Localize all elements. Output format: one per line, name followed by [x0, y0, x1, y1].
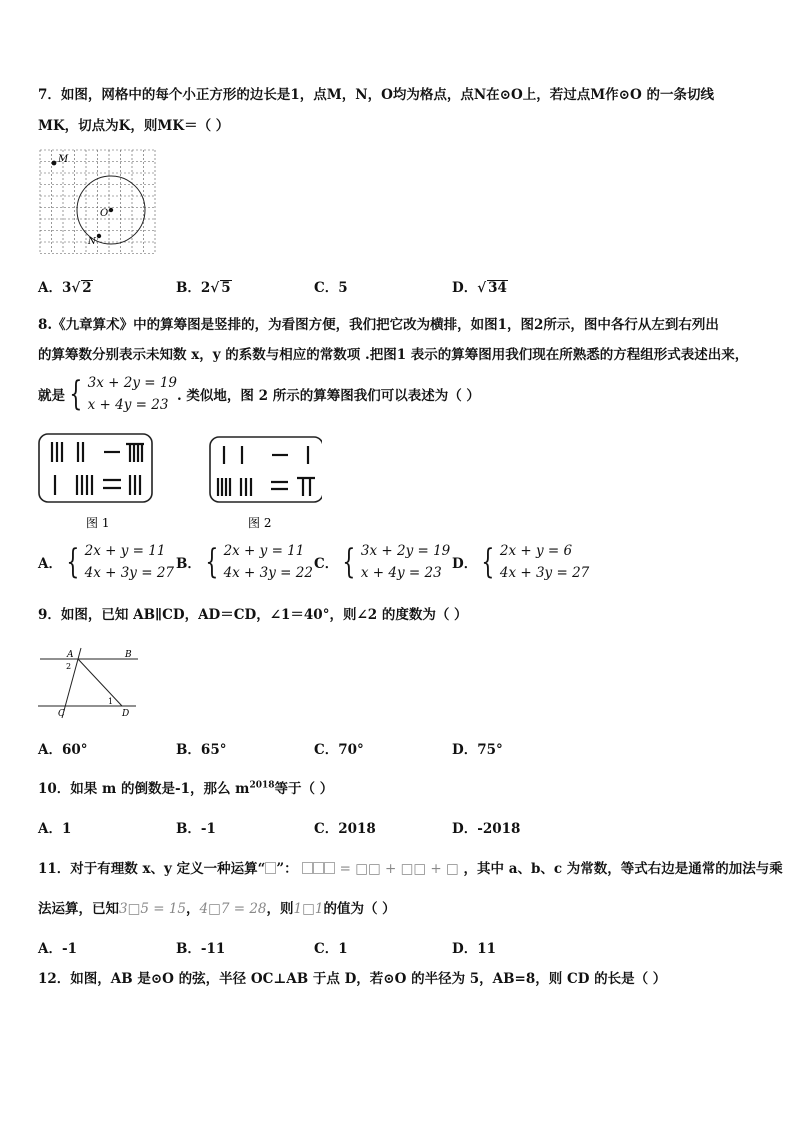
q7-line2: MK，切点为K，则MK＝（ ） [38, 118, 230, 134]
q9-label-c: C [58, 709, 65, 719]
option-letter: C． [314, 941, 339, 957]
option-letter: B． [176, 941, 201, 957]
q7-label-m: M [58, 154, 69, 165]
option-text: 1 [61, 821, 72, 837]
q11-formula [302, 861, 458, 877]
option-system [62, 540, 174, 584]
option-system [477, 540, 589, 584]
sqrt-sign: √ [477, 280, 487, 296]
option-text: 70° [338, 742, 364, 758]
option-text: -11 [200, 941, 226, 957]
q11-line2-mid: ，则 [266, 901, 294, 917]
q11-mid: ”： [276, 861, 298, 877]
option-letter: D． [452, 280, 478, 296]
q10-option-b[interactable] [176, 817, 216, 837]
option-eq1: 2x + y = 6 [499, 543, 573, 559]
q8-line3-pre: 就是 [38, 388, 65, 404]
q7-grid-figure [38, 148, 160, 254]
option-letter: C． [314, 556, 339, 572]
q9-label-angle2: 2 [66, 662, 72, 671]
q11-option-d[interactable] [452, 937, 496, 957]
q9-label-a: A [67, 650, 74, 660]
q7-point-o [109, 208, 113, 212]
option-text: 60° [61, 742, 88, 758]
q9-option-b[interactable] [176, 738, 226, 758]
brace-icon: { [205, 542, 219, 582]
q9-label-angle1: 1 [108, 697, 114, 706]
option-letter: C． [314, 821, 339, 837]
q9-line1: 9．如图，已知 AB∥CD，AD＝CD，∠1＝40°，则∠2 的度数为（ ） [38, 607, 468, 623]
q10-option-d[interactable] [452, 817, 520, 837]
q8-equation-system [65, 372, 177, 416]
brace-icon: { [342, 542, 356, 582]
option-letter: D． [452, 742, 478, 758]
q7-label-n: N [88, 237, 96, 247]
option-letter: C． [314, 742, 339, 758]
q7-label-o: O [100, 208, 109, 219]
brace-icon: { [66, 542, 80, 582]
q10-post: 等于（ ） [274, 781, 334, 797]
q10-option-a[interactable] [38, 817, 71, 837]
q11-option-c[interactable] [314, 937, 348, 957]
option-letter: B． [176, 556, 201, 572]
option-radicand: 5 [221, 280, 231, 296]
q8-line3-post: . 类似地，图 2 所示的算筹图我们可以表述为（ ） [177, 388, 480, 404]
q8-line1: 8.《九章算术》中的算筹图是竖排的，为看图方便，我们把它改为横排，如图1，图2所示，图中各行从左到右列出 [38, 317, 719, 333]
option-eq1: 3x + 2y = 19 [360, 543, 451, 559]
option-text: 75° [477, 742, 503, 758]
q11-line2: 法运算，已知3□5 = 15，4□7 = 28，则1□1的值为（ ） [38, 901, 396, 917]
q9-label-d: D [122, 709, 130, 719]
q9-segment-ad [78, 659, 122, 706]
option-text: 5 [338, 280, 348, 296]
q11-given-1: 3□5 = 15 [119, 901, 187, 917]
q7-option-d[interactable] [452, 276, 508, 296]
q8-eq2: x + 4y = 23 [87, 397, 169, 413]
option-radicand: 34 [488, 280, 507, 296]
option-letter: A． [38, 941, 62, 957]
option-text: 1 [338, 941, 348, 957]
q11-line1 [38, 857, 783, 877]
q10-pre: 10．如果 m 的倒数是-1，那么 m [38, 781, 250, 797]
q10-exponent: 2018 [249, 780, 275, 791]
q8-option-b[interactable] [176, 540, 313, 584]
option-eq2: 4x + 3y = 27 [499, 565, 590, 581]
option-text: 2018 [338, 821, 376, 837]
q11-line2-pre: 法运算，已知 [38, 901, 119, 917]
placeholder-box-icon [302, 862, 313, 874]
q8-counting-rods-figure [38, 432, 322, 530]
option-eq2: 4x + 3y = 27 [84, 565, 175, 581]
q7-option-b[interactable] [176, 276, 232, 296]
q11-line2-post: 的值为（ ） [323, 901, 396, 917]
option-text: -1 [200, 821, 216, 837]
q8-option-c[interactable] [314, 540, 450, 584]
q11-post: ，其中 a、b、c 为常数，等式右边是通常的加法与乘 [463, 861, 783, 877]
q8-option-d[interactable] [452, 540, 589, 584]
option-text: -2018 [477, 821, 521, 837]
option-letter: D． [452, 821, 478, 837]
q8-option-a[interactable] [38, 540, 174, 584]
option-coef: 3 [61, 280, 72, 296]
q11-given-2: 4□7 = 28 [199, 901, 267, 917]
option-letter: B． [176, 280, 201, 296]
option-letter: A． [38, 556, 62, 572]
q8-line3 [38, 372, 480, 416]
q8-line2: 的算筹数分别表示未知数 x，y 的系数与相应的常数项 .把图1 表示的算筹图用我们现在所熟悉的方程组形式表述出来， [38, 347, 749, 363]
option-letter: B． [176, 742, 201, 758]
option-letter: D． [452, 556, 478, 572]
q7-option-a[interactable] [38, 276, 93, 296]
option-text: 65° [200, 742, 227, 758]
q11-pre: 11．对于有理数 x、y 定义一种运算“ [38, 861, 266, 877]
brace-icon: { [481, 542, 495, 582]
option-letter: C． [314, 280, 339, 296]
option-eq1: 2x + y = 11 [223, 543, 305, 559]
option-system [338, 540, 450, 584]
option-eq2: x + 4y = 23 [360, 565, 442, 581]
q9-option-c[interactable] [314, 738, 364, 758]
option-letter: A． [38, 821, 62, 837]
option-coef: 2 [200, 280, 211, 296]
option-text: -1 [61, 941, 77, 957]
q12-line1: 12．如图，AB 是⊙O 的弦，半径 OC⊥AB 于点 D，若⊙O 的半径为 5，AB=8，则 CD 的长是（ ） [38, 971, 667, 987]
option-text: 11 [477, 941, 497, 957]
option-system [201, 540, 313, 584]
q7-option-c[interactable] [314, 276, 348, 296]
q9-option-d[interactable] [452, 738, 503, 758]
sqrt-sign: √ [71, 280, 81, 296]
q8-fig1-caption: 图 1 [86, 516, 110, 530]
option-eq2: 4x + 3y = 22 [223, 565, 313, 581]
option-letter: A． [38, 280, 62, 296]
q10-option-c[interactable] [314, 817, 376, 837]
placeholder-box-icon [324, 862, 335, 874]
q7-point-m [52, 161, 57, 166]
q7-point-n [97, 234, 101, 238]
sqrt-sign: √ [210, 280, 220, 296]
q11-option-b[interactable] [176, 937, 225, 957]
q8-fig2-caption: 图 2 [248, 516, 272, 530]
placeholder-box-icon [313, 862, 324, 874]
option-letter: B． [176, 821, 201, 837]
q11-target: 1□1 [293, 901, 324, 917]
operator-box-icon [265, 862, 276, 874]
q9-geometry-figure [38, 644, 142, 720]
q8-eq1: 3x + 2y = 19 [87, 375, 178, 391]
q7-line1: 7．如图，网格中的每个小正方形的边长是1，点M，N，O均为格点，点N在⊙O上，若过点M作⊙O 的一条切线 [38, 87, 714, 103]
brace-icon: { [69, 374, 83, 414]
q11-formula-text: = □□ + □□ + □ [339, 861, 459, 877]
q10-line1 [38, 777, 333, 797]
option-radicand: 2 [82, 280, 92, 296]
option-eq1: 2x + y = 11 [84, 543, 166, 559]
option-letter: A． [38, 742, 62, 758]
q9-option-a[interactable] [38, 738, 88, 758]
q11-option-a[interactable] [38, 937, 77, 957]
q9-label-b: B [125, 650, 132, 660]
option-letter: D． [452, 941, 478, 957]
